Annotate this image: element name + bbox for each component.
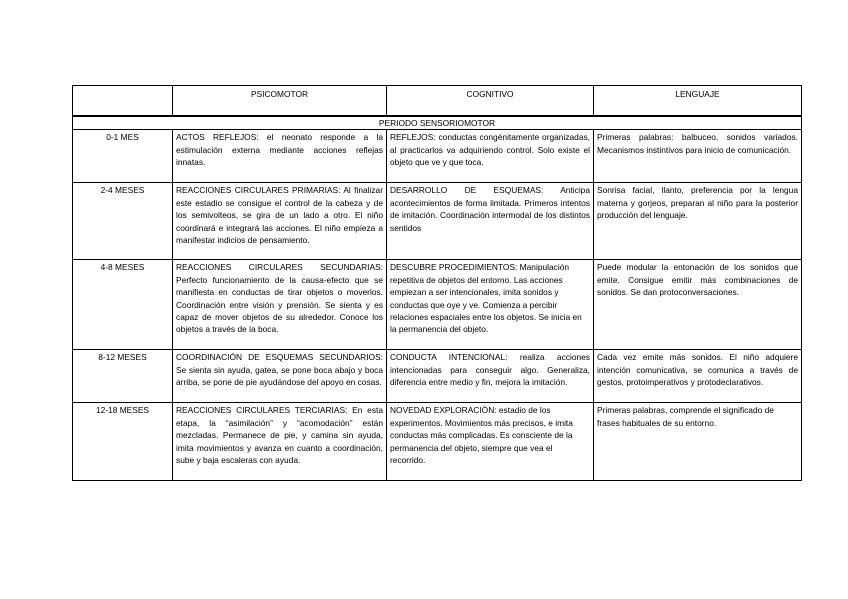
development-table: [72, 85, 802, 481]
period-label: PERIODO SENSORIOMOTOR: [73, 116, 802, 130]
header-cognitivo: COGNITIVO: [387, 86, 594, 117]
period-row: [73, 116, 802, 130]
age-cell: 0-1 MES: [73, 130, 173, 183]
age-cell: 2-4 MESES: [73, 183, 173, 260]
table-row: [73, 350, 802, 403]
lenguaje-cell: Primeras palabras: balbuceo, sonidos variados. Mecanismos instintivos para inicio de comunicación.: [594, 130, 802, 183]
cognitivo-cell: NOVEDAD EXPLORACIÓN: estadio de los experimentos. Movimientos más precisos, e imita conductas más complicadas. Es consciente de la permanencia del objeto, siempre que vea el recorrido.: [387, 403, 594, 481]
psicomotor-cell: COORDINACIÓN DE ESQUEMAS SECUNDARIOS: Se sienta sin ayuda, gatea, se pone boca abajo y boca arriba, se pone de pie ayudándose del apoyo en cosas.: [173, 350, 387, 403]
cognitivo-cell: DESARROLLO DE ESQUEMAS: Anticipa acontecimientos de forma limitada. Primeros intentos de imitación. Coordinación intermodal de los distintos sentidos: [387, 183, 594, 260]
age-cell: 12-18 MESES: [73, 403, 173, 481]
lenguaje-cell: Primeras palabras, comprende el significado de frases habituales de su entorno.: [594, 403, 802, 481]
psicomotor-cell: REACCIONES CIRCULARES TERCIARIAS: En esta etapa, la “asimilación” y “acomodación” están mezcladas. Permanece de pie, y camina sin ayuda, imita movimientos y avanza en cuanto a coordinación, sube y baja escaleras con ayuda.: [173, 403, 387, 481]
header-psicomotor: PSICOMOTOR: [173, 86, 387, 117]
age-cell: 4-8 MESES: [73, 260, 173, 350]
lenguaje-cell: Cada vez emite más sonidos. El niño adquiere intención comunicativa, se comunica a través de gestos, protoimperativos y protodeclarativos.: [594, 350, 802, 403]
cognitivo-cell: DESCUBRE PROCEDIMIENTOS: Manipulación repetitiva de objetos del entorno. Las acciones empiezan a ser intencionales, imita sonidos y conductas que oye y ve. Comienza a percibir relaciones espaciales entre los objetos. Se inicia en la permanencia del objeto.: [387, 260, 594, 350]
cognitivo-cell: CONDUCTA INTENCIONAL: realiza acciones intencionadas para conseguir algo. Generaliza, diferencia entre medio y fin, mejora la imitación.: [387, 350, 594, 403]
table-row: [73, 183, 802, 260]
header-row: [73, 86, 802, 117]
table-row: [73, 403, 802, 481]
table-row: [73, 260, 802, 350]
table-row: [73, 130, 802, 183]
cognitivo-cell: REFLEJOS: conductas congénitamente organizadas, al practicarlos va adquiriendo control. Solo existe el objeto que ve y que toca.: [387, 130, 594, 183]
age-cell: 8-12 MESES: [73, 350, 173, 403]
header-lenguaje: LENGUAJE: [594, 86, 802, 117]
psicomotor-cell: ACTOS REFLEJOS: el neonato responde a la estimulación externa mediante acciones reflejas innatas.: [173, 130, 387, 183]
psicomotor-cell: REACCIONES CIRCULARES SECUNDARIAS: Perfecto funcionamiento de la causa-efecto que se manifiesta en conductas de tirar objetos o moverlos. Coordinación entre visión y prensión. Se sienta y es capaz de mover objetos de su alrededor. Conoce los objetos a través de la boca.: [173, 260, 387, 350]
lenguaje-cell: Puede modular la entonación de los sonidos que emite. Consigue emitir más combinaciones de sonidos. Se dan protoconversaciones.: [594, 260, 802, 350]
header-age: [73, 86, 173, 117]
psicomotor-cell: REACCIONES CIRCULARES PRIMARIAS: Al finalizar este estadio se consigue el control de la cabeza y de los semivolteos, se gira de un lado a otro. El niño coordinará e integrará las acciones. El niño empieza a manifestar indicios de pensamiento.: [173, 183, 387, 260]
lenguaje-cell: Sonrisa facial, llanto, preferencia por la lengua materna y gorjeos, preparan al niño para la posterior producción del lenguaje.: [594, 183, 802, 260]
